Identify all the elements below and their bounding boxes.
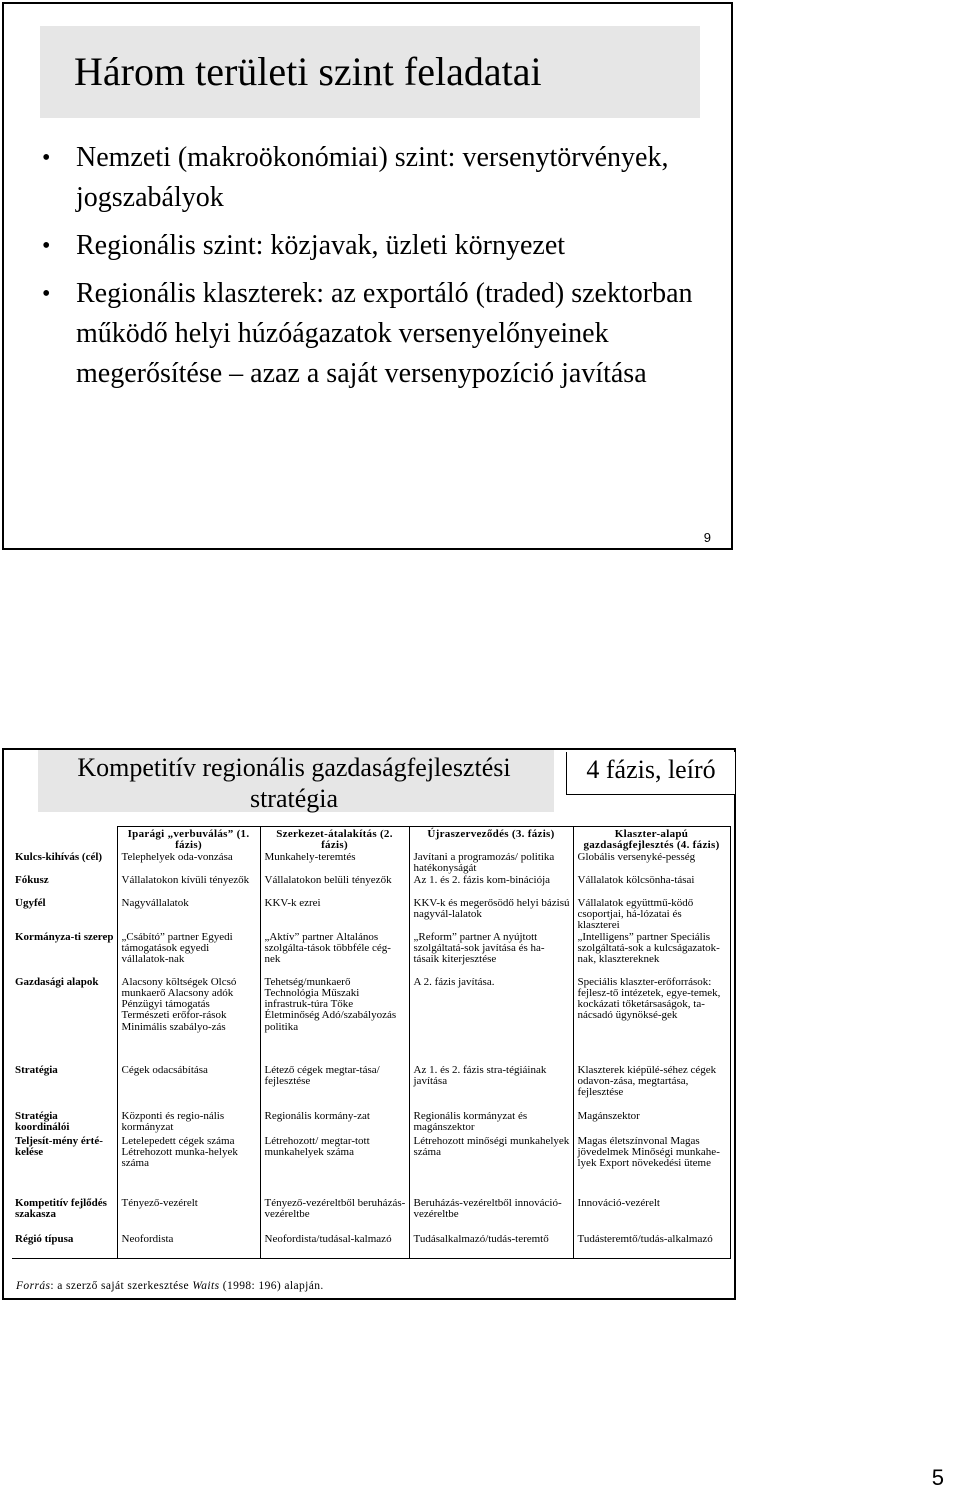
table-cell: Tényező-vezérelt: [117, 1198, 260, 1234]
bullet-list: [40, 138, 720, 402]
source-author: Waits: [192, 1280, 220, 1292]
table-row: [12, 1198, 730, 1234]
source-text: : a szerző saját szerkesztése: [50, 1280, 193, 1292]
source-label: Forrás: [16, 1280, 51, 1292]
table-cell: „Csábító” partner Egyedi támogatások egyedi vállalatok-nak: [117, 932, 260, 977]
table-cell: Globális versenyké-pesség: [573, 852, 730, 875]
table-cell: KKV-k és megerősödő helyi bázisú nagyvál-lalatok: [409, 898, 573, 932]
table-cell: Vállalatok kölcsönha-tásai: [573, 875, 730, 898]
table-cell: Regionális kormány-zat: [260, 1111, 409, 1136]
table-header-row: [12, 827, 730, 852]
slide-title: Három területi szint feladatai: [74, 49, 542, 94]
table-cell: Speciális klaszter-erőforrások: fejlesz-tő intézetek, egye-temek, kockázati tőketársaságok, ta-nácsadó ügynöksé-gek: [573, 977, 730, 1065]
row-header: Régió típusa: [12, 1234, 117, 1259]
table-cell: Alacsony költségek Olcsó munkaerő Alacsony adók Pénzügyi támogatás Természeti erőfor-rások Minimális szabályo-zás: [117, 977, 260, 1065]
table-cell: „Aktív” partner Általános szolgálta-tások többféle cég-nek: [260, 932, 409, 977]
header-cell: Iparági „verbuválás” (1. fázis): [117, 827, 260, 852]
header-cell: Újraszerveződés (3. fázis): [409, 827, 573, 852]
table-row: [12, 932, 730, 977]
row-header: Fókusz: [15, 874, 49, 886]
table-cell: A 2. fázis javítása.: [409, 977, 573, 1065]
slide-10: [2, 748, 736, 1300]
table-cell: Létrehozott/ megtar-tott munkahelyek száma: [260, 1136, 409, 1198]
row-header: Stratégia koordinálói: [15, 1110, 70, 1133]
header-cell: [12, 827, 117, 852]
table-cell: Vállalatokon belüli tényezők: [260, 875, 409, 898]
table-cell: Tehetség/munkaerő Technológia Műszaki infrastruk-túra Tőke Életminőség Adó/szabályozás politika: [260, 977, 409, 1065]
table-cell: Tudásalkalmazó/tudás-teremtő: [409, 1234, 573, 1259]
table-cell: „Reform” partner A nyújtott szolgáltatá-sok javítása és ha-tásaik kiterjesztése: [409, 932, 573, 977]
table-row: [12, 1234, 730, 1259]
bullet-item: • Regionális szint: közjavak, üzleti környezet: [40, 226, 720, 266]
table-cell: Az 1. és 2. fázis stra-tégiáinak javítása: [409, 1065, 573, 1111]
row-header: Stratégia: [15, 1064, 58, 1076]
page-number: 5: [931, 1465, 944, 1490]
table-cell: Innováció-vezérelt: [573, 1198, 730, 1234]
bullet-item: • Nemzeti (makroökonómiai) szint: versenytörvények, jogszabályok: [40, 138, 720, 218]
phase-note: 4 fázis, leíró: [566, 752, 735, 795]
source-note: [16, 1280, 324, 1292]
bullet-item: • Regionális klaszterek: az exportáló (traded) szektorban működő helyi húzóágazatok versenyelőnyeinek megerősítése – azaz a saját versenypozíció javítása: [40, 274, 720, 394]
table-row: [12, 852, 730, 875]
table-cell: Regionális kormányzat és magánszektor: [409, 1111, 573, 1136]
table-row: [12, 1111, 730, 1136]
table-cell: Vállalatok együttmű-ködő csoportjai, há-lózatai és klaszterei: [573, 898, 730, 932]
table-cell: Vállalatokon kívüli tényezők: [117, 875, 260, 898]
table-cell: Tényező-vezéreltből beruházás-vezéreltbe: [260, 1198, 409, 1234]
table-cell: Magas életszínvonal Magas jövedelmek Minőségi munkahe-lyek Export növekedési üteme: [573, 1136, 730, 1198]
table-row: [12, 898, 730, 932]
table-cell: Telephelyek oda-vonzása: [117, 852, 260, 875]
table-cell: Neofordista: [117, 1234, 260, 1259]
table-cell: Létrehozott minőségi munkahelyek száma: [409, 1136, 573, 1198]
table-cell: Munkahely-teremtés: [260, 852, 409, 875]
table-row: [12, 875, 730, 898]
table-cell: Javítani a programozás/ politika hatékonyságát: [409, 852, 573, 875]
slide-title: Kompetitív regionális gazdaságfejlesztési stratégia: [77, 753, 511, 813]
header-cell: Szerkezet-átalakítás (2. fázis): [260, 827, 409, 852]
table-cell: Magánszektor: [573, 1111, 730, 1136]
table-cell: KKV-k ezrei: [260, 898, 409, 932]
strategy-table: [12, 826, 731, 1259]
table-cell: Beruházás-vezéreltből innováció-vezéreltbe: [409, 1198, 573, 1234]
table-cell: Tudásteremtő/tudás-alkalmazó: [573, 1234, 730, 1259]
source-rest: (1998: 196) alapján.: [219, 1280, 324, 1292]
row-header: Gazdasági alapok: [15, 976, 99, 988]
table-cell: Klaszterek kiépülé-séhez cégek odavon-zása, megtartása, fejlesztése: [573, 1065, 730, 1111]
row-header: Kulcs-kihívás (cél): [15, 851, 103, 863]
table-cell: Letelepedett cégek száma Létrehozott munka-helyek száma: [117, 1136, 260, 1198]
table-cell: Központi és regio-nális kormányzat: [117, 1111, 260, 1136]
slide-9: [2, 2, 733, 550]
slide-page-number: 9: [703, 530, 711, 545]
table-cell: „Intelligens” partner Speciális szolgáltatá-sok a kulcságazatok-nak, klasztereknek: [573, 932, 730, 977]
header-cell: Klaszter-alapú gazdaságfejlesztés (4. fázis): [573, 827, 730, 852]
table-row: [12, 1065, 730, 1111]
row-header: Kompetitív fejlődés szakasza: [15, 1197, 107, 1220]
table-cell: Létező cégek megtar-tása/ fejlesztése: [260, 1065, 409, 1111]
table-cell: Neofordista/tudásal-kalmazó: [260, 1234, 409, 1259]
table-cell: Nagyvállalatok: [117, 898, 260, 932]
table-row: [12, 1136, 730, 1198]
table-cell: Az 1. és 2. fázis kom-binációja: [409, 875, 573, 898]
row-header: Ügyfél: [15, 897, 46, 909]
row-header: Kormányza-ti szerep: [15, 931, 114, 943]
table-row: [12, 977, 730, 1065]
table-cell: Cégek odacsábítása: [117, 1065, 260, 1111]
row-header: Teljesít-mény érté-kelése: [15, 1135, 103, 1158]
